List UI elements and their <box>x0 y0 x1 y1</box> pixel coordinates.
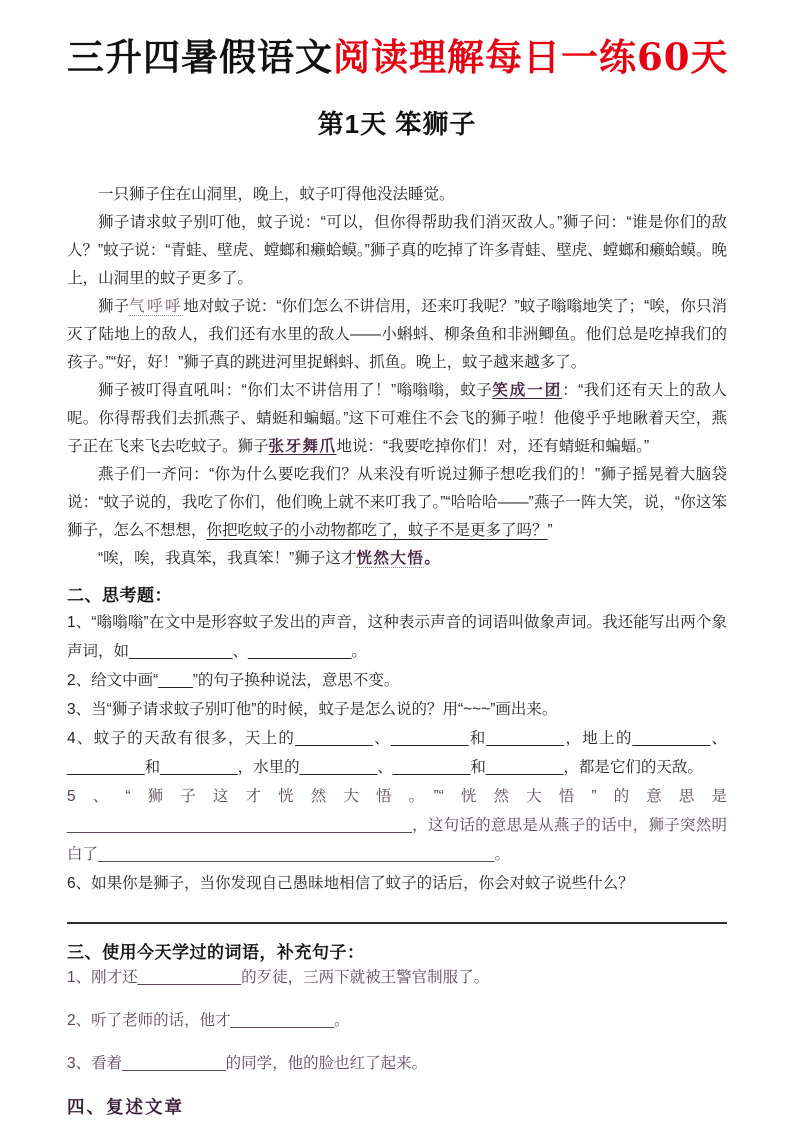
fill-in-item-3: 3、看着____________的同学，他的脸也红了起来。 <box>67 1055 428 1072</box>
question-5: 5、“狮子这才恍然大悟。”“恍然大悟”的意思是________________________________________，这句话的意思是从燕子的话中，狮子突然明白了______________________________________________。 <box>67 788 727 863</box>
story-text: 狮子 <box>98 298 130 315</box>
doc-title-red: 阅读理解每日一练60天 <box>333 35 729 79</box>
underlined-sentence: 你把吃蚊子的小动物都吃了，蚊子不是更多了吗？ <box>206 522 548 539</box>
section-divider <box>67 922 727 924</box>
fill-in-item-2: 2、听了老师的话，他才____________。 <box>67 1012 350 1029</box>
section-4-heading: 四、复述文章 <box>67 1097 184 1117</box>
question-2: 2、给文中画“____”的句子换种说法，意思不变。 <box>67 672 400 689</box>
question-6: 6、如果你是狮子，当你发现自己愚昧地相信了蚊子的话后，你会对蚊子说些什么？ <box>67 875 634 892</box>
lesson-title: 第1天 笨狮子 <box>317 109 477 139</box>
question-4: 4、蚊子的天敌有很多，天上的_________、_________和_________，地上的_________、_________和_________，水里的_________、_________和_________，都是它们的天敌。 <box>67 730 727 776</box>
fill-in-section <box>67 938 727 1077</box>
story-section <box>67 181 727 573</box>
story-text: 燕子们一齐问：“你为什么要吃我们？从来没有听说过狮子想吃我们的！”狮子摇晃着大脑袋说：“蚊子说的，我吃了你们，他们晚上就不来叮我了。”“哈哈哈——”燕子一阵大笑，说，“你这笨狮子，怎么不想想， <box>67 466 727 539</box>
story-text: 狮子请求蚊子别叮他，蚊子说：“可以，但你得帮助我们消灭敌人。”狮子问：“谁是你们的敌人？”蚊子说：“青蛙、壁虎、螳螂和癞蛤蟆。”狮子真的吃掉了许多青蛙、壁虎、螳螂和癞蛤蟆。晚上，山洞里的蚊子更多了。 <box>67 214 727 287</box>
section-3-heading: 三、使用今天学过的词语，补充句子： <box>67 943 365 962</box>
doc-title-black: 三升四暑假语文 <box>67 35 333 79</box>
emphasized-word-qihuhu: 气呼呼 <box>129 298 184 315</box>
story-paragraph-6 <box>67 545 727 573</box>
story-text: 地说：“我要吃掉你们！对，还有蜻蜓和蝙蝠。” <box>336 438 650 455</box>
story-text: 地对蚊子说：“你们怎么不讲信用，还来叮我呢？”蚊子嗡嗡地笑了；“唉，你只消灭了陆地上的敌人，我们还有水里的敌人——小蝌蚪、柳条鱼和非洲鲫鱼。他们总是吃掉我们的孩子。”“好，好！”狮子真的跳进河里捉蝌蚪、抓鱼。晚上，蚊子越来越多了。 <box>67 298 727 371</box>
question-1: 1、“嗡嗡嗡”在文中是形容蚊子发出的声音，这种表示声音的词语叫做象声词。我还能写出两个象声词，如____________、____________。 <box>67 614 727 660</box>
doc-title <box>67 34 727 80</box>
story-paragraph-2 <box>67 209 727 293</box>
thinking-questions-section <box>67 581 727 898</box>
story-paragraph-1 <box>67 181 727 209</box>
story-text: ：“我们还有天上的敌人呢。你得帮我们去抓燕子、蜻蜓和蝙蝠。”这下可难住不会飞的狮子啦！他傻乎乎地瞅着天空，燕子正在飞来飞去吃蚊子。狮子 <box>67 382 727 455</box>
story-paragraph-3 <box>67 293 727 377</box>
story-paragraph-5 <box>67 461 727 545</box>
story-text: ” <box>547 522 553 539</box>
emphasized-word-xiaochengyituan: 笑成一团 <box>492 382 563 399</box>
story-text: 狮子被叮得直吼叫：“你们太不讲信用了！”嗡嗡嗡，蚊子 <box>98 382 493 399</box>
fill-in-item-1: 1、刚才还____________的歹徒，三两下就被王警官制服了。 <box>67 969 490 986</box>
emphasized-word-zhangyawuzhao: 张牙舞爪 <box>268 438 337 455</box>
section-2-heading: 二、思考题： <box>67 586 172 605</box>
story-text: 一只狮子住在山洞里，晚上，蚊子叮得他没法睡觉。 <box>98 186 455 203</box>
question-3: 3、当“狮子请求蚊子别叮他”的时候，蚊子是怎么说的？用“~~~”画出来。 <box>67 701 558 718</box>
story-text: 。 <box>424 550 440 567</box>
story-paragraph-4 <box>67 377 727 461</box>
story-text: “唉，唉，我真笨，我真笨！”狮子这才 <box>98 550 357 567</box>
emphasized-word-huangrandawu: 恍然大悟 <box>356 550 425 567</box>
